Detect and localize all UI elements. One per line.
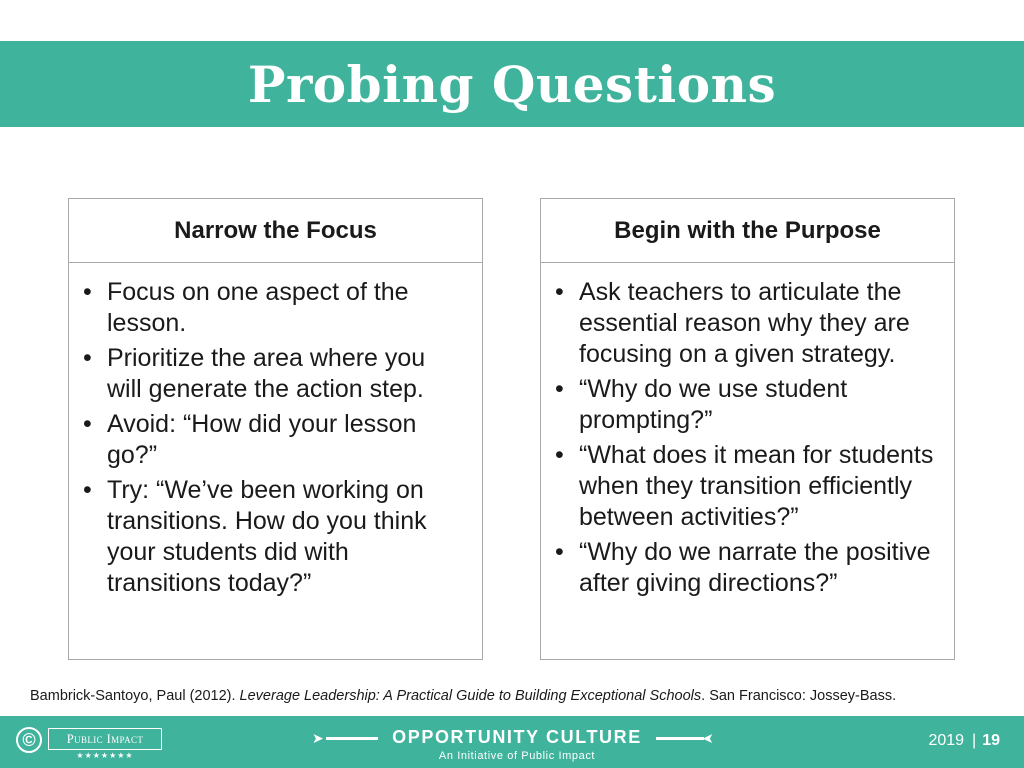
bullet-item: • Prioritize the area where you will generate the action step. xyxy=(83,343,462,405)
right-bullet-list xyxy=(541,263,954,599)
title-band xyxy=(0,41,1024,127)
public-impact-stars-icon: ★★★★★★★ xyxy=(76,751,134,760)
arrow-tail-icon: ➤ xyxy=(312,730,324,746)
left-panel-header: Narrow the Focus xyxy=(69,199,482,263)
bullet-item: • Focus on one aspect of the lesson. xyxy=(83,277,462,339)
bullet-item: • Try: “We’ve been working on transitions. How do you think your students did with transitions today?” xyxy=(83,475,462,599)
bullet-item: • Ask teachers to articulate the essential reason why they are focusing on a given strategy. xyxy=(555,277,934,370)
slide-title: Probing Questions xyxy=(247,54,777,114)
footer-band xyxy=(0,716,1024,768)
footer-year: 2019 xyxy=(928,732,965,749)
copyright-icon: © xyxy=(16,727,42,753)
right-panel-header: Begin with the Purpose xyxy=(541,199,954,263)
public-impact-logo xyxy=(48,728,162,762)
logo-line-left xyxy=(326,737,378,740)
arrow-head-icon: ➤ xyxy=(702,730,714,746)
public-impact-label: Public Impact xyxy=(48,728,162,750)
bullet-item: • “What does it mean for students when they transition efficiently between activities?” xyxy=(555,440,934,533)
right-panel xyxy=(540,198,955,660)
page-number: 19 xyxy=(982,732,1000,749)
citation xyxy=(30,688,896,704)
citation-book-title: Leverage Leadership: A Practical Guide to Building Exceptional Schools xyxy=(239,688,702,704)
left-bullet-list xyxy=(69,263,482,599)
footer-separator: | xyxy=(972,732,977,749)
citation-author: Bambrick-Santoyo, Paul (2012). xyxy=(30,688,240,704)
page-info xyxy=(928,732,1000,750)
citation-publisher: . San Francisco: Jossey-Bass. xyxy=(701,688,897,704)
bullet-item: • “Why do we use student prompting?” xyxy=(555,374,934,436)
opportunity-culture-logo xyxy=(312,726,716,764)
bullet-item: • Avoid: “How did your lesson go?” xyxy=(83,409,462,471)
opportunity-culture-title: OPPORTUNITY CULTURE xyxy=(392,727,642,747)
bullet-item: • “Why do we narrate the positive after giving directions?” xyxy=(555,537,934,599)
opportunity-culture-subtitle: An Initiative of Public Impact xyxy=(438,750,596,762)
left-panel xyxy=(68,198,483,660)
logo-line-right xyxy=(656,737,704,740)
